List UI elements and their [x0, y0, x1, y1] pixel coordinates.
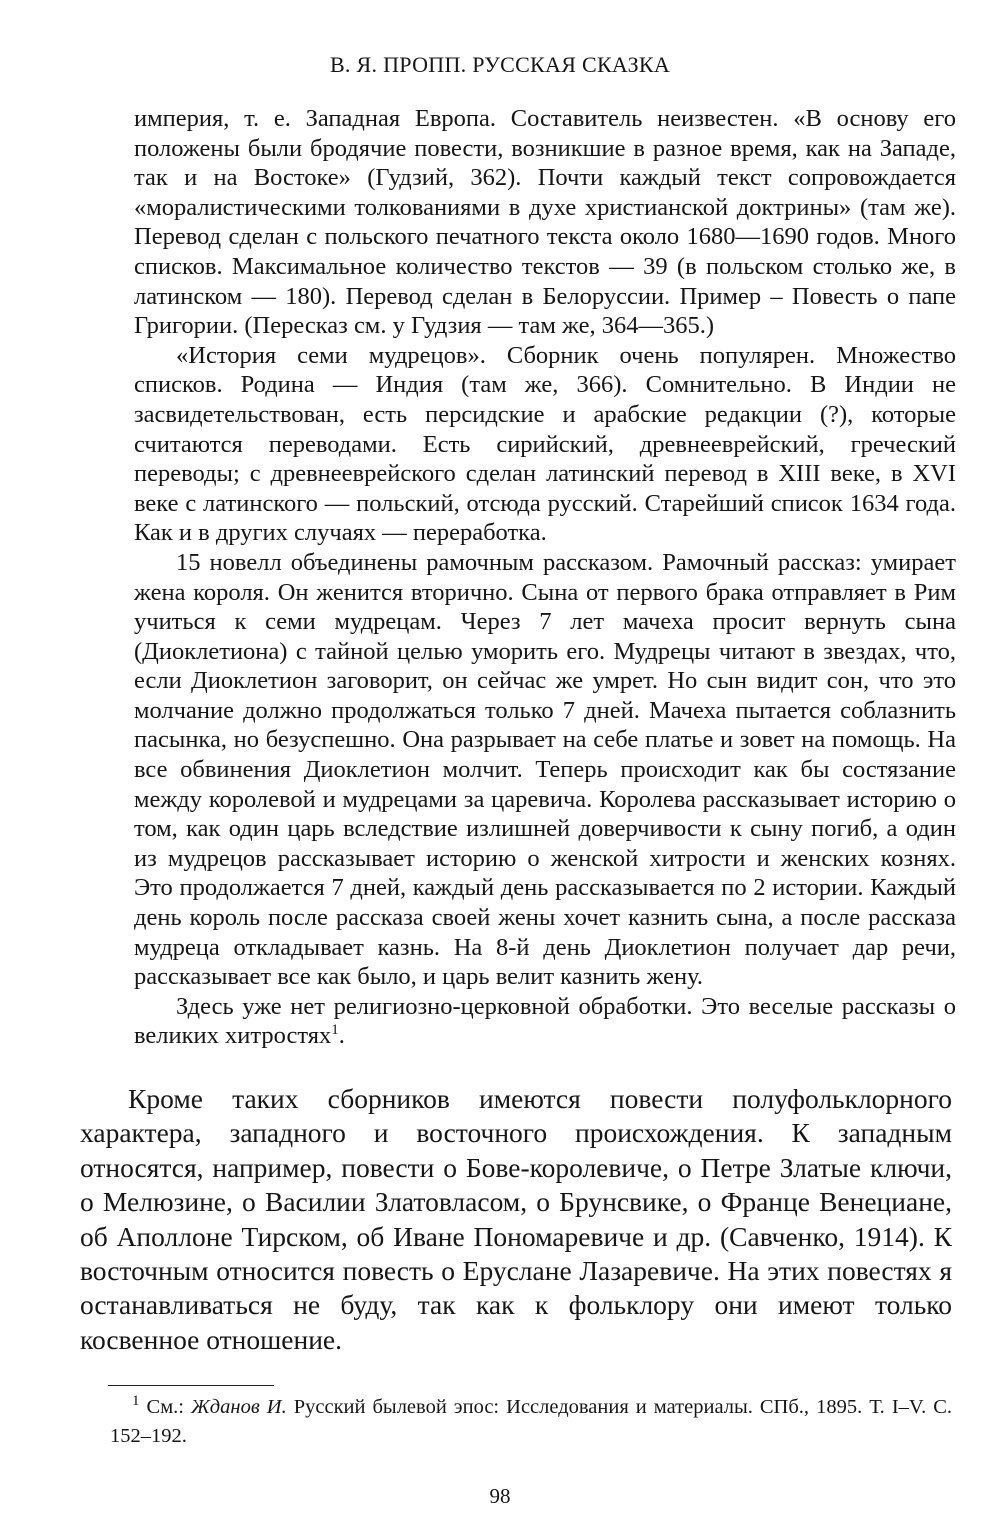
main-text-block [80, 1082, 952, 1357]
footnote-citation: Русский былевой эпос: Исследования и материалы. СПб., 1895. Т. I–V. С. 152–192. [110, 1396, 953, 1447]
footnote-author: Жданов И. [191, 1396, 287, 1418]
notes-block [134, 104, 956, 1051]
notes-paragraph-2: «История семи мудрецов». Сборник очень популярен. Множество списков. Родина — Индия (там же, 366). Сомнительно. В Индии не засвидетельствован, есть персидские и арабские редакции (?), которые считаются переводами. Есть сирийский, древнееврейский, греческий переводы; с древнееврейского сделан латинский перевод в XIII веке, в XVI веке с латинского — польский, отсюда русский. Старейший список 1634 года. Как и в других случаях — переработка. [134, 341, 956, 547]
footnote-reference: 1 [331, 1022, 339, 1039]
running-header: В. Я. ПРОПП. РУССКАЯ СКАЗКА [329, 52, 671, 77]
page-number: 98 [489, 1484, 511, 1508]
footnote-prefix: См.: [146, 1396, 192, 1418]
notes-paragraph-3: 15 новелл объединены рамочным рассказом. Рамочный рассказ: умирает жена короля. Он женится вторично. Сына от первого брака отправляет в Рим учиться к семи мудрецам. Через 7 лет мачеха просит вернуть сына (Диоклетиона) с тайной целью уморить его. Мудрецы читают в звездах, что, если Диоклетион заговорит, он сейчас же умрет. Но сын видит сон, что это молчание должно продолжаться только 7 дней. Мачеха пытается соблазнить пасынка, но безуспешно. Она разрывает на себе платье и зовет на помощь. На все обвинения Диоклетион молчит. Теперь происходит как бы состязание между королевой и мудрецами за царевича. Королева рассказывает историю о том, как один царь вследствие излишней доверчивости к сыну погиб, а один из мудрецов рассказывает историю о женской хитрости и женских кознях. Это продолжается 7 дней, каждый день рассказывается по 2 истории. Каждый день король после рассказа своей жены хочет казнить сына, а после рассказа мудреца откладывает казнь. На 8-й день Диоклетион получает дар речи, рассказывает все как было, и царь велит казнить жену. [134, 548, 956, 991]
notes-paragraph-4-end: . [338, 1022, 345, 1050]
main-paragraph-1: Кроме таких сборников имеются повести полуфольклорного характера, западного и восточного происхождения. К западным относятся, например, повести о Бове-королевиче, о Петре Златые ключи, о Мелюзине, о Василии Златовласом, о Брунсвике, о Франце Венециане, об Аполлоне Тирском, об Иване Пономаревиче и др. (Савченко, 1914). К восточным относится повесть о Еруслане Лазаревиче. На этих повестях я останавливаться не буду, так как к фольклору они имеют только косвенное отношение. [80, 1083, 952, 1355]
footnote-text [110, 1393, 952, 1450]
footnote-divider [108, 1385, 274, 1386]
notes-paragraph-4 [134, 992, 956, 1051]
notes-paragraph-4-text: Здесь уже нет религиозно-церковной обработки. Это веселые рассказы о великих хитростях [134, 992, 956, 1050]
footnote [110, 1393, 952, 1450]
footnote-number: 1 [132, 1393, 140, 1410]
notes-paragraph-1: империя, т. е. Западная Европа. Составитель неизвестен. «В основу его положены были бродячие повести, возникшие в разное время, как на Западе, так и на Востоке» (Гудзий, 362). Почти каждый текст сопровождается «моралистическими толкованиями в духе христианской доктрины» (там же). Перевод сделан с польского печатного текста около 1680—1690 годов. Много списков. Максимальное количество текстов — 39 (в польском столько же, в латинском — 180). Перевод сделан в Белоруссии. Пример – Повесть о папе Григории. (Пересказ см. у Гудзия — там же, 364—365.) [134, 105, 956, 340]
